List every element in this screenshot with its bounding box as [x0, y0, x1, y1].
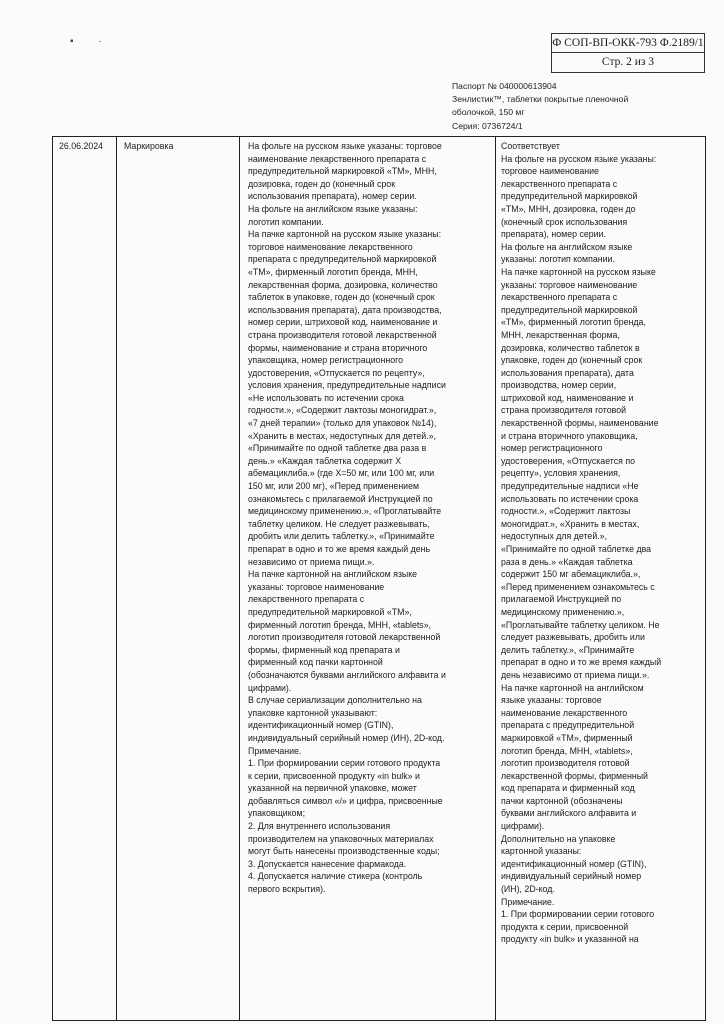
requirement-line: таблеток в упаковке, годен до (конечный срок [248, 292, 435, 303]
requirement-line: идентификационный номер (GTIN), [248, 720, 394, 731]
requirement-line: Примечание. [248, 745, 302, 756]
requirement-line: торговое наименование лекарственного [248, 241, 413, 252]
test-results-table [52, 136, 706, 1021]
result-line: раза в день.» «Каждая таблетка [501, 556, 633, 567]
requirement-line: дозировка, годен до (конечный срок [248, 178, 396, 189]
requirement-line: наименование лекарственного препарата с [248, 153, 427, 164]
requirement-line: лекарственная форма, дозировка, количество [248, 279, 438, 290]
requirement-line: первого вскрытия). [248, 884, 326, 895]
result-line: наименование лекарственного [501, 707, 628, 718]
result-line: На фольге на русском языке указаны: [501, 153, 657, 164]
result-line: лекарственной формы, наименование [501, 418, 659, 429]
result-line: продукта к серии, присвоенной [501, 921, 629, 932]
requirement-line: упаковке картонной указывают: [248, 707, 378, 718]
requirement-line: указаны: торговое наименование [248, 581, 385, 592]
requirement-line: фирменный логотип бренда, МНН, «tablets», [248, 619, 432, 630]
column-divider [239, 137, 240, 1020]
requirement-line: В случае сериализации дополнительно на [248, 695, 422, 706]
requirement-line: 1. При формировании серии готового продукта [248, 758, 441, 769]
requirement-line: препарата с предупредительной маркировкой [248, 254, 437, 265]
requirement-line: На фольге на английском языке указаны: [248, 203, 418, 214]
result-line: Дополнительно на упаковке [501, 833, 616, 844]
requirement-line: «Хранить в местах, недоступных для детей.», [248, 430, 436, 441]
document-code-box [551, 33, 705, 73]
result-line: прилагаемой Инструкцией по [501, 594, 622, 605]
result-line: Примечание. [501, 896, 555, 907]
result-line: (конечный срок использования [501, 216, 628, 227]
requirement-line: удостоверения, «Отпускается по рецепту», [248, 367, 425, 378]
column-divider [116, 137, 117, 1020]
requirement-line: упаковщика, номер регистрационного [248, 355, 404, 366]
requirement-line: формы, наименование и страна вторичного [248, 342, 428, 353]
requirement-line: «ТМ», фирменный логотип бренда, МНН, [248, 266, 418, 277]
cell-date: 26.06.2024 [59, 141, 104, 151]
result-line: использования препарата), дата [501, 367, 634, 378]
requirement-line: препарат в одно и то же время каждый день [248, 544, 431, 554]
result-line: На фольге на английском языке [501, 241, 633, 252]
result-line: предупредительной маркировкой [501, 304, 638, 315]
result-line: буквами английского алфавита и [501, 808, 637, 819]
requirement-line: медицинскому применению.», «Проглатывайте [248, 506, 442, 517]
page-number: Стр. 2 из 3 [601, 56, 655, 68]
result-line: идентификационный номер (GTIN), [501, 858, 647, 869]
result-line: моногидрат.», «Хранить в местах, [501, 518, 640, 529]
cell-requirement [248, 140, 480, 896]
requirement-line: предупредительной маркировкой «ТМ», МНН, [248, 166, 437, 177]
requirement-line: к серии, присвоенной продукту «in bulk» и [248, 770, 420, 781]
requirement-line: добавляться символ «/» и цифра, присвоенные [248, 795, 443, 806]
result-line: маркировкой «ТМ», фирменный [501, 732, 633, 743]
result-line: день независимо от приема пищи.». [501, 669, 650, 680]
result-line: пачки картонной (обозначены [501, 795, 623, 806]
requirement-line: могут быть нанесены производственные коды; [248, 846, 440, 857]
requirement-line: логотип компании. [248, 216, 324, 227]
requirement-line: лекарственного препарата с [248, 594, 365, 605]
requirement-line: номер серии, штриховой код, наименование и [248, 317, 438, 328]
requirement-line: 2. Для внутреннего использования [248, 821, 391, 832]
cell-test-name: Маркировка [124, 141, 174, 151]
result-line: делить таблетку.», «Принимайте [501, 644, 635, 655]
requirement-line: 3. Допускается нанесение фармакода. [248, 858, 407, 869]
result-line: содержит 150 мг абемациклиба.», [501, 569, 641, 580]
result-line: торговое наименование [501, 166, 599, 177]
requirement-line: фирменный код пачки картонной [248, 657, 383, 668]
result-line: медицинскому применению.», [501, 606, 625, 617]
result-line: картонной указаны: [501, 846, 582, 857]
result-line: указаны: торговое наименование [501, 279, 638, 290]
result-line: предупредительные надписи «Не [501, 481, 639, 492]
requirement-line: указанной на первичной упаковке, может [248, 783, 417, 794]
requirement-line: упаковщиком; [248, 808, 306, 819]
requirement-line: абемациклиба.» (где X=50 мг, или 100 мг, или [248, 468, 435, 479]
requirement-line: независимо от приема пищи.». [248, 556, 375, 567]
requirement-line: На пачке картонной на английском языке [248, 569, 418, 580]
result-line: дозировка, количество таблеток в [501, 342, 640, 353]
result-line: лекарственной формы, фирменный [501, 770, 648, 781]
result-line: страна производителя готовой [501, 405, 627, 416]
result-line: препарата), номер серии. [501, 229, 606, 240]
requirement-line: использования препарата), дата производства, [248, 304, 442, 315]
result-line: языке указаны: торговое [501, 695, 602, 706]
requirement-line: (обозначаются буквами английского алфавита и [248, 669, 446, 680]
result-line: «Перед применением ознакомьтесь с [501, 581, 655, 592]
result-line: (ИН), 2D-код. [501, 884, 555, 895]
result-line: недоступных для детей.», [501, 531, 608, 542]
requirement-line: дробить или делить таблетку.», «Принимайте [248, 531, 435, 542]
result-line: номер регистрационного [501, 443, 603, 454]
requirement-line: условия хранения, предупредительные надписи [248, 380, 446, 391]
requirement-line: На фольге на русском языке указаны: торговое [248, 141, 442, 151]
requirement-line: «7 дней терапии» (только для упаковок №14), [248, 418, 437, 429]
requirement-line: логотип производителя готовой лекарственной [248, 632, 441, 643]
requirement-line: годности.», «Содержит лактозы моногидрат.», [248, 405, 437, 416]
passport-line: Серия: 0736724/1 [452, 120, 523, 131]
result-line: «Проглатывайте таблетку целиком. Не [501, 619, 660, 630]
result-line: код препарата и фирменный код [501, 783, 635, 794]
result-line: логотип бренда, МНН, «tablets», [501, 745, 633, 756]
result-line: «Принимайте по одной таблетке два [501, 544, 652, 554]
column-divider [495, 137, 496, 1020]
requirement-line: 4. Допускается наличие стикера (контроль [248, 871, 423, 882]
requirement-line: формы, фирменный код препарата и [248, 644, 400, 655]
result-line: «ТМ», фирменный логотип бренда, [501, 317, 646, 328]
document-code: Ф СОП-ВП-ОКК-793 Ф.2189/1 [552, 34, 704, 53]
result-line: предупредительной маркировкой [501, 191, 638, 202]
result-line: «ТМ», МНН, дозировка, годен до [501, 203, 636, 214]
passport-line: Паспорт № 040000613904 [452, 81, 557, 91]
passport-line: оболочкой, 150 мг [452, 107, 525, 118]
result-line: указаны: логотип компании. [501, 254, 615, 265]
result-line: годности.», «Содержит лактозы [501, 506, 631, 517]
requirement-line: страна производителя готовой лекарственной [248, 329, 437, 340]
scan-specks: ▪ · [70, 36, 102, 47]
requirement-line: ознакомьтесь с прилагаемой Инструкцией по [248, 493, 433, 504]
requirement-line: предупредительной маркировкой «ТМ», [248, 606, 412, 617]
result-line: использовать по истечении срока [501, 493, 639, 504]
result-line: лекарственного препарата с [501, 178, 618, 189]
result-line: и страна вторичного упаковщика, [501, 430, 638, 441]
result-line: логотип производителя готовой [501, 758, 630, 769]
requirement-line: цифрами). [248, 682, 292, 693]
requirement-line: «Не использовать по истечении срока [248, 392, 404, 403]
result-line: На пачке картонной на английском [501, 682, 644, 693]
result-line: препарат в одно и то же время каждый [501, 657, 662, 668]
result-line: лекарственного препарата с [501, 292, 618, 303]
result-line: МНН, лекарственная форма, [501, 329, 620, 340]
result-line: упаковке, годен до (конечный срок [501, 355, 643, 366]
result-line: 1. При формировании серии готового [501, 909, 655, 920]
result-line: На пачке картонной на русском языке [501, 266, 656, 277]
result-line: штриховой код, наименование и [501, 392, 634, 403]
passport-info [452, 80, 628, 133]
result-line: продукту «in bulk» и указанной на [501, 934, 639, 945]
requirement-line: использования препарата), номер серии. [248, 191, 417, 202]
requirement-line: производителем на упаковочных материалах [248, 833, 434, 844]
result-line: производства, номер серии, [501, 380, 617, 391]
requirement-line: На пачке картонной на русском языке указаны: [248, 229, 442, 240]
result-line: препарата с предупредительной [501, 720, 635, 731]
requirement-line: «Принимайте по одной таблетке два раза в [248, 443, 427, 454]
result-line: удостоверения, «Отпускается по [501, 455, 635, 466]
result-line: Соответствует [501, 141, 560, 151]
result-line: рецепту», условия хранения, [501, 468, 621, 479]
requirement-line: день.» «Каждая таблетка содержит X [248, 455, 402, 466]
requirement-line: таблетку целиком. Не следует разжевывать, [248, 518, 430, 529]
requirement-line: 150 мг, или 200 мг), «Перед применением [248, 481, 420, 492]
result-line: индивидуальный серийный номер [501, 871, 642, 882]
cell-result [501, 140, 701, 946]
passport-line: Зенлистик™, таблетки покрытые пленочной [452, 94, 629, 105]
result-line: следует разжевывать, дробить или [501, 632, 645, 643]
result-line: цифрами). [501, 821, 545, 832]
requirement-line: индивидуальный серийный номер (ИН), 2D-код. [248, 732, 445, 743]
